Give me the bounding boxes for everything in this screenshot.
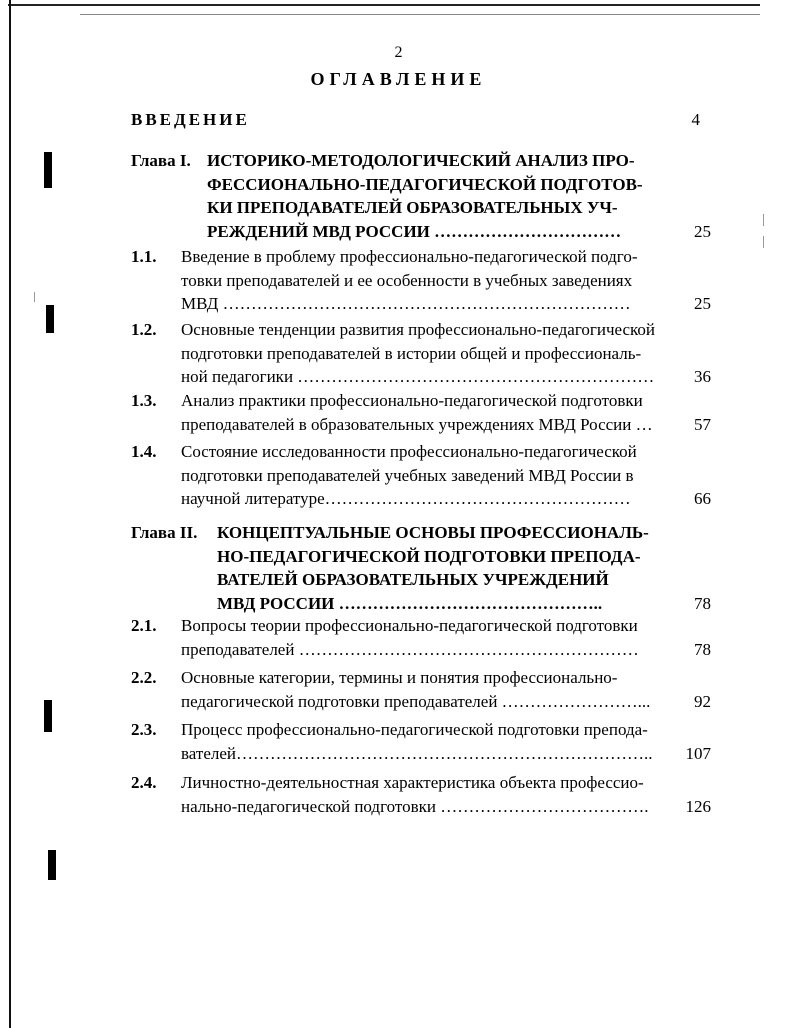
section-title-line: Процесс профессионально-педагогической подготовки препода- xyxy=(181,720,648,739)
section-number: 1.2. xyxy=(131,320,157,339)
section-title-line: вателей……………………………………………………………….. xyxy=(181,743,653,763)
toc-section xyxy=(131,771,711,819)
section-title-line: Введение в проблему профессионально-педагогической подго- xyxy=(181,247,638,266)
toc-section xyxy=(131,718,711,766)
section-title-line: научной литературе……………………………………………… xyxy=(181,489,631,508)
section-title-line: Личностно-деятельностная характеристика объекта профессио- xyxy=(181,773,644,792)
section-number: 1.3. xyxy=(131,391,157,410)
section-title-line: Основные тенденции развития профессионально-педагогической xyxy=(181,320,655,339)
section-number: 2.2. xyxy=(131,668,157,687)
chapter-page: 25 xyxy=(694,221,711,241)
section-title-line: преподавателей в образовательных учреждениях МВД России … xyxy=(181,414,653,434)
section-title-line: нально-педагогической подготовки ………………………………. xyxy=(181,796,649,816)
section-title-line: ной педагогики ……………………………………………………… xyxy=(181,367,655,386)
chapter-label: Глава II. xyxy=(131,523,198,542)
chapter-title-line: ВАТЕЛЕЙ ОБРАЗОВАТЕЛЬНЫХ УЧРЕЖДЕНИЙ xyxy=(217,570,609,589)
section-title-line: педагогической подготовки преподавателей ……………………... xyxy=(181,691,651,711)
section-page: 107 xyxy=(685,743,711,763)
toc-section xyxy=(131,614,711,662)
binding-mark xyxy=(44,700,52,732)
toc-intro-label: ВВЕДЕНИЕ xyxy=(131,110,250,129)
chapter-label: Глава I. xyxy=(131,151,191,170)
section-number: 2.1. xyxy=(131,616,157,635)
section-page: 66 xyxy=(694,489,711,508)
page-title: ОГЛАВЛЕНИЕ xyxy=(310,69,487,89)
toc-chapter-1 xyxy=(131,149,711,245)
section-title-line: товки преподавателей и ее особенности в учебных заведениях xyxy=(181,270,633,290)
section-title-line: подготовки преподавателей в истории общей и профессиональ- xyxy=(181,343,642,363)
section-title-line: Анализ практики профессионально-педагогической подготовки xyxy=(181,391,643,410)
section-page: 57 xyxy=(694,414,711,434)
scan-tick xyxy=(763,214,764,226)
chapter-title-line: ИСТОРИКО-МЕТОДОЛОГИЧЕСКИЙ АНАЛИЗ ПРО- xyxy=(207,151,635,170)
section-number: 1.1. xyxy=(131,247,157,266)
chapter-title-line: ФЕССИОНАЛЬНО-ПЕДАГОГИЧЕСКОЙ ПОДГОТОВ- xyxy=(207,174,643,194)
chapter-title-line: КИ ПРЕПОДАВАТЕЛЕЙ ОБРАЗОВАТЕЛЬНЫХ УЧ- xyxy=(207,198,618,217)
section-page: 36 xyxy=(694,367,711,386)
section-number: 1.4. xyxy=(131,442,157,461)
toc-section xyxy=(131,245,711,317)
scan-border-top-inner xyxy=(80,14,760,15)
toc-section xyxy=(131,666,711,714)
section-page: 78 xyxy=(694,639,711,659)
section-number: 2.3. xyxy=(131,720,157,739)
chapter-title-line: НО-ПЕДАГОГИЧЕСКОЙ ПОДГОТОВКИ ПРЕПОДА- xyxy=(217,546,641,566)
section-page: 25 xyxy=(694,294,711,313)
binding-mark xyxy=(44,152,52,188)
scan-tick xyxy=(763,236,764,248)
toc-section xyxy=(131,318,711,390)
binding-mark xyxy=(46,305,54,333)
section-title-line: подготовки преподавателей учебных заведений МВД России в xyxy=(181,465,634,485)
toc-section xyxy=(131,389,711,437)
chapter-title-line: МВД РОССИИ ……………………………………….. xyxy=(217,593,603,613)
section-title-line: Основные категории, термины и понятия профессионально- xyxy=(181,668,618,687)
page-number: 2 xyxy=(394,44,403,61)
chapter-title-line: РЕЖДЕНИЙ МВД РОССИИ …………………………… xyxy=(207,221,622,241)
toc-section xyxy=(131,440,711,512)
section-page: 92 xyxy=(694,691,711,711)
toc-intro-page: 4 xyxy=(691,110,700,129)
scan-border-left xyxy=(9,0,11,1028)
chapter-page: 78 xyxy=(694,593,711,613)
section-title-line: преподавателей …………………………………………………… xyxy=(181,639,639,659)
chapter-title-line: КОНЦЕПТУАЛЬНЫЕ ОСНОВЫ ПРОФЕССИОНАЛЬ- xyxy=(217,523,649,542)
scan-tick xyxy=(34,292,35,302)
section-title-line: Вопросы теории профессионально-педагогической подготовки xyxy=(181,616,638,635)
scan-border-top xyxy=(8,4,760,6)
section-title-line: Состояние исследованности профессионально-педагогической xyxy=(181,442,637,461)
section-page: 126 xyxy=(685,796,711,816)
toc-chapter-2 xyxy=(131,521,711,617)
section-number: 2.4. xyxy=(131,773,157,792)
binding-mark xyxy=(48,850,56,880)
section-title-line: МВД ……………………………………………………………… xyxy=(181,294,631,313)
